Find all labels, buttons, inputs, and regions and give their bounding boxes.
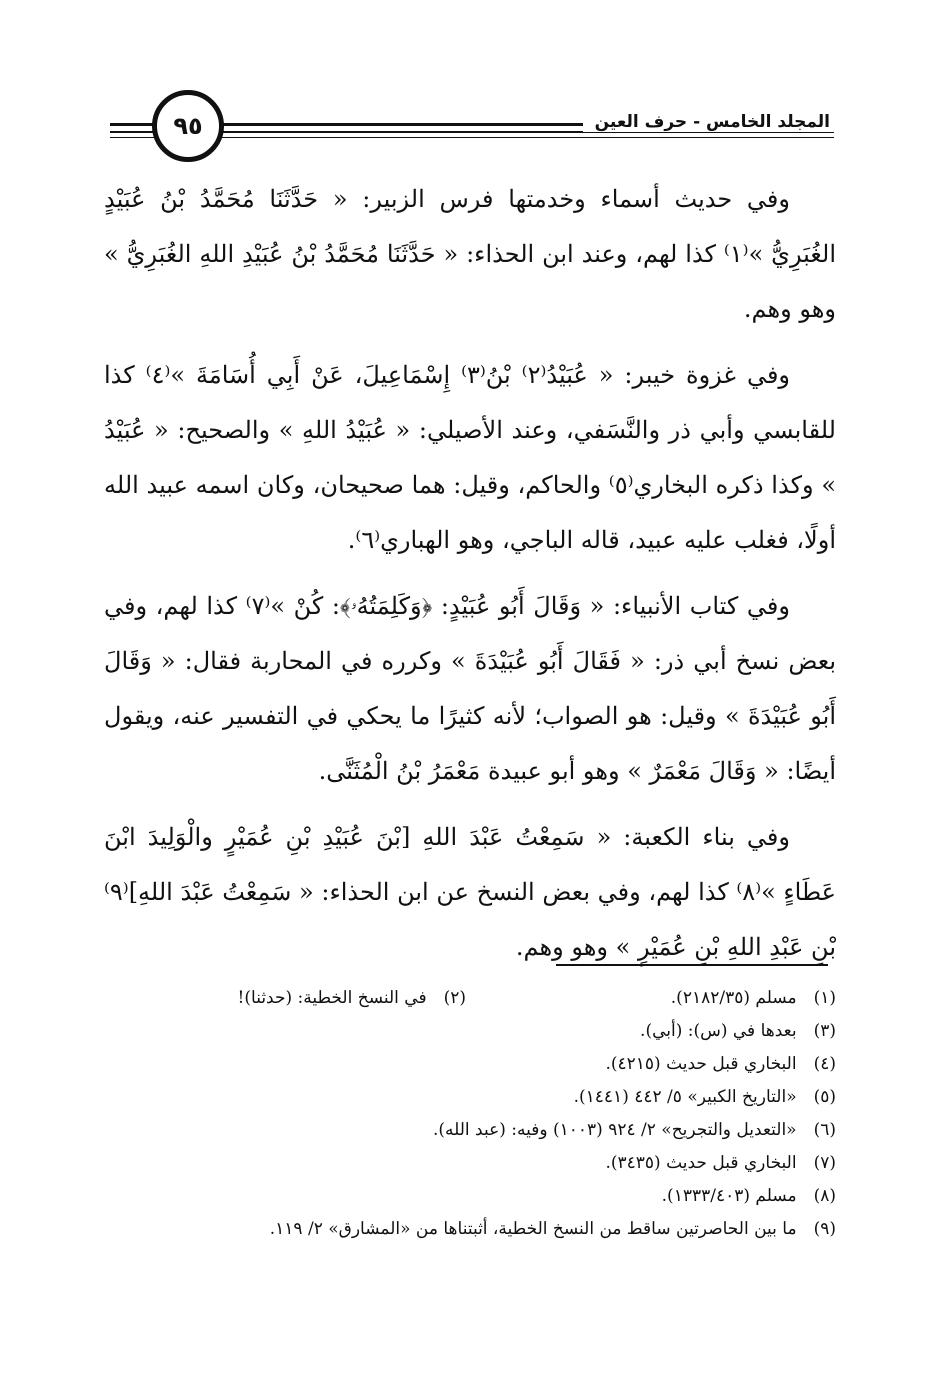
footnote-8 xyxy=(662,1180,836,1213)
footnote-separator xyxy=(556,964,828,966)
page-number-badge: ٩٥ xyxy=(152,90,224,162)
footnote-number: (٥) xyxy=(813,1087,836,1107)
footnote-text: البخاري قبل حديث (٤٢١٥). xyxy=(605,1054,797,1074)
footnote-row xyxy=(104,1213,836,1246)
footnote-6 xyxy=(433,1114,836,1147)
footnote-text: مسلم (١٣٣٣/٤٠٣). xyxy=(661,1186,797,1206)
footnote-text: ما بين الحاصرتين ساقط من النسخ الخطية، أثبتناها من «المشارق» ٢/ ١١٩. xyxy=(269,1219,797,1239)
footnote-text: البخاري قبل حديث (٣٤٣٥). xyxy=(605,1153,797,1173)
footnotes xyxy=(104,982,836,1246)
footnote-row xyxy=(104,1180,836,1213)
paragraph: وفي غزوة خيبر: « عُبَيْدُ⁽٢⁾ بْنُ⁽٣⁾ إِسْمَاعِيلَ، عَنْ أَبِي أُسَامَةَ »⁽٤⁾ كذا للقابسي وأبي ذر والنَّسَفي، وعند الأصيلي: « عُبَيْدُ اللهِ » والصحيح: « عُبَيْدُ » وكذا ذكره البخاري⁽٥⁾ والحاكم، وقيل: هما صحيحان، وكان اسمه عبيد الله أولًا، فغلب عليه عبيد، قاله الباجي، وهو الهباري⁽٦⁾. xyxy=(104,361,837,554)
footnote-number: (٧) xyxy=(813,1153,836,1173)
footnote-text: في النسخ الخطية: (حدثنا)! xyxy=(237,988,427,1008)
main-text xyxy=(104,172,836,975)
footnote-row xyxy=(104,1048,836,1081)
footnote-number: (٤) xyxy=(813,1054,836,1074)
page-header xyxy=(110,88,834,168)
footnote-number: (٦) xyxy=(813,1120,836,1140)
footnote-7 xyxy=(605,1147,836,1180)
footnote-1 xyxy=(466,982,836,1015)
footnote-3 xyxy=(640,1015,836,1048)
footnote-number: (٩) xyxy=(813,1219,836,1239)
running-title: المجلد الخامس - حرف العين xyxy=(583,112,834,132)
footnote-4 xyxy=(605,1048,836,1081)
footnote-row xyxy=(104,1114,836,1147)
footnote-number: (٨) xyxy=(813,1186,836,1206)
footnote-number: (١) xyxy=(813,988,836,1008)
paragraph: وفي بناء الكعبة: « سَمِعْتُ عَبْدَ اللهِ [بْنَ عُبَيْدِ بْنِ عُمَيْرٍ والْوَلِيدَ ابْنَ عَطَاءٍ »⁽٨⁾ كذا لهم، وفي بعض النسخ عن ابن الحذاء: « سَمِعْتُ عَبْدَ اللهِ]⁽٩⁾ بْنِ عَبْدِ اللهِ بْنِ عُمَيْرٍ » وهو وهم. xyxy=(104,823,837,961)
footnote-text: «التاريخ الكبير» ٥/ ٤٤٢ (١٤٤١). xyxy=(573,1087,797,1107)
footnote-9 xyxy=(270,1213,836,1246)
footnote-number: (٢) xyxy=(443,988,466,1008)
footnote-text: بعدها في (س): (أبي). xyxy=(640,1021,797,1041)
footnote-row xyxy=(104,982,836,1015)
paragraph: وفي حديث أسماء وخدمتها فرس الزبير: « حَدَّثَنَا مُحَمَّدُ بْنُ عُبَيْدٍ الغُبَرِيُّ »⁽١⁾ كذا لهم، وعند ابن الحذاء: « حَدَّثَنَا مُحَمَّدُ بْنُ عُبَيْدِ اللهِ الغُبَرِيُّ » وهو وهم. xyxy=(104,185,836,323)
footnote-text: مسلم (٢١٨٢/٣٥). xyxy=(670,988,797,1008)
footnote-row xyxy=(104,1081,836,1114)
footnote-row xyxy=(104,1015,836,1048)
footnote-number: (٣) xyxy=(813,1021,836,1041)
footnote-2 xyxy=(238,982,466,1015)
paragraph: وفي كتاب الأنبياء: « وَقَالَ أَبُو عُبَيْدٍ: ﴿وَكَلِمَتُهُۥ﴾: كُنْ »⁽٧⁾ كذا لهم، وفي بعض نسخ أبي ذر: « فَقَالَ أَبُو عُبَيْدَةَ » وكرره في المحاربة فقال: « وَقَالَ أَبُو عُبَيْدَةَ » وقيل: هو الصواب؛ لأنه كثيرًا ما يحكي في التفسير عنه، ويقول أيضًا: « وَقَالَ مَعْمَرٌ » وهو أبو عبيدة مَعْمَرُ بْنُ الْمُثَنَّى. xyxy=(104,592,836,785)
footnote-row xyxy=(104,1147,836,1180)
footnote-text: «التعديل والتجريح» ٢/ ٩٢٤ (١٠٠٣) وفيه: (عبد الله). xyxy=(432,1120,797,1140)
footnote-5 xyxy=(574,1081,836,1114)
